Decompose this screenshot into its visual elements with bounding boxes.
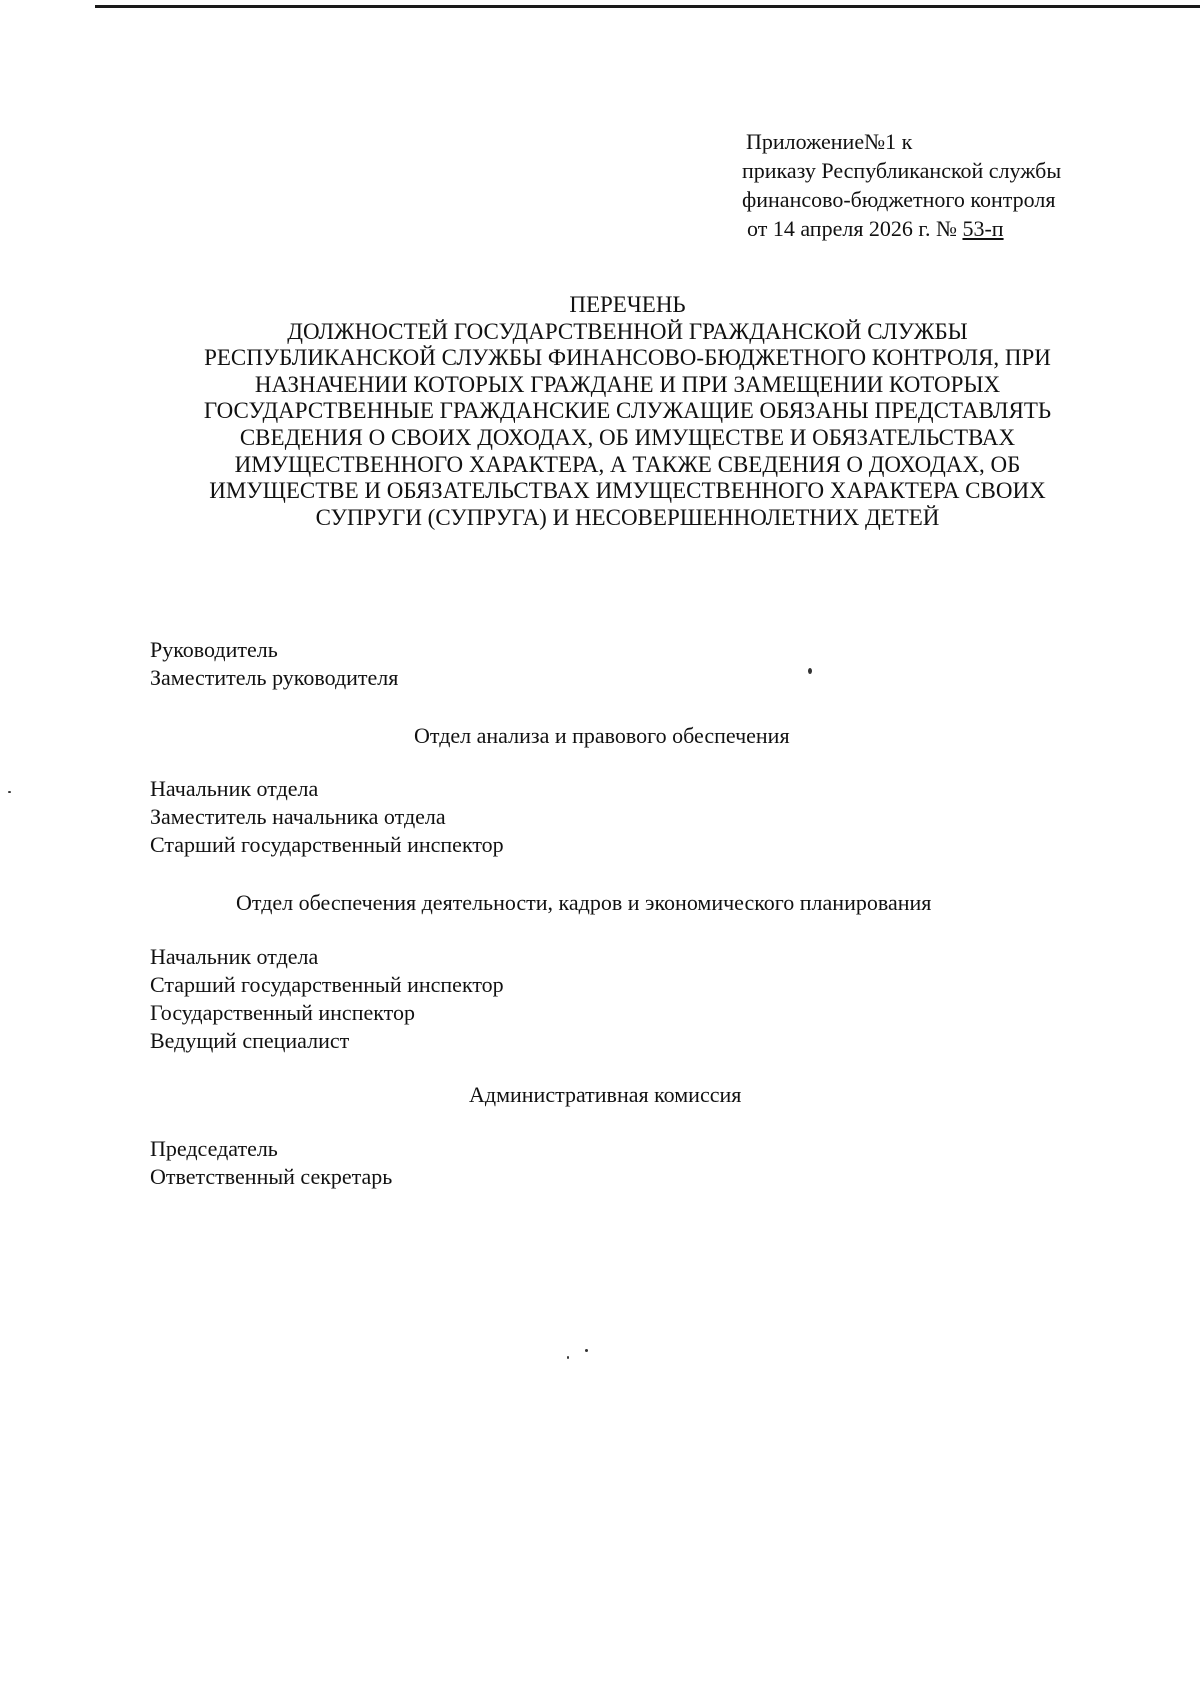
title-line: ИМУЩЕСТВЕННОГО ХАРАКТЕРА, А ТАКЖЕ СВЕДЕНИЯ О ДОХОДАХ, ОБ: [234, 451, 1021, 477]
appendix-reference: [742, 127, 1061, 243]
title-line: ИМУЩЕСТВЕ И ОБЯЗАТЕЛЬСТВАХ ИМУЩЕСТВЕННОГО ХАРАКТЕРА СВОИХ: [209, 478, 1046, 504]
position-item: Старший государственный инспектор: [150, 832, 504, 857]
appendix-line: приказу Республиканской службы: [742, 158, 1062, 183]
document-title: [160, 292, 1095, 531]
position-item: Старший государственный инспектор: [150, 972, 504, 997]
appendix-date-line: [742, 214, 1061, 243]
title-line: СВЕДЕНИЯ О СВОИХ ДОХОДАХ, ОБ ИМУЩЕСТВЕ И ОБЯЗАТЕЛЬСТВАХ: [239, 424, 1016, 450]
position-item: Ведущий специалист: [150, 1028, 350, 1053]
position-item: Заместитель начальника отдела: [150, 804, 446, 829]
position-item: Начальник отдела: [150, 776, 319, 801]
position-item: Начальник отдела: [150, 944, 319, 969]
title-line: СУПРУГИ (СУПРУГА) И НЕСОВЕРШЕННОЛЕТНИХ ДЕТЕЙ: [315, 504, 940, 530]
department-positions: [150, 1135, 392, 1191]
title-line: ДОЛЖНОСТЕЙ ГОСУДАРСТВЕННОЙ ГРАЖДАНСКОЙ СЛУЖБЫ: [287, 318, 968, 344]
leadership-positions: [150, 636, 398, 692]
position-item: Председатель: [150, 1136, 278, 1161]
scan-speck: [808, 668, 812, 674]
position-item: Заместитель руководителя: [150, 665, 399, 690]
appendix-line: Приложение№1 к: [746, 129, 913, 154]
scan-speck: [567, 1356, 569, 1359]
department-positions: [150, 775, 504, 859]
title-heading: ПЕРЕЧЕНЬ: [569, 292, 686, 317]
position-item: Государственный инспектор: [150, 1000, 415, 1025]
department-positions: [150, 943, 504, 1055]
appendix-line: финансово-бюджетного контроля: [742, 187, 1056, 212]
department-heading: Отдел обеспечения деятельности, кадров и экономического планирования: [236, 890, 932, 915]
department-heading: Отдел анализа и правового обеспечения: [414, 723, 790, 748]
order-number: 53-п: [962, 216, 1004, 241]
title-line: ГОСУДАРСТВЕННЫЕ ГРАЖДАНСКИЕ СЛУЖАЩИЕ ОБЯЗАНЫ ПРЕДСТАВЛЯТЬ: [203, 398, 1052, 424]
top-border-line: [95, 5, 1200, 8]
department-heading: Административная комиссия: [469, 1082, 742, 1107]
scan-speck: [585, 1349, 588, 1352]
position-item: Руководитель: [150, 637, 278, 662]
scan-speck: [8, 791, 11, 793]
title-line: РЕСПУБЛИКАНСКОЙ СЛУЖБЫ ФИНАНСОВО-БЮДЖЕТНОГО КОНТРОЛЯ, ПРИ: [204, 345, 1051, 371]
position-item: Ответственный секретарь: [150, 1164, 393, 1189]
appendix-date: от 14 апреля 2026 г. №: [747, 216, 963, 241]
title-line: НАЗНАЧЕНИИ КОТОРЫХ ГРАЖДАНЕ И ПРИ ЗАМЕЩЕНИИ КОТОРЫХ: [254, 371, 1001, 397]
